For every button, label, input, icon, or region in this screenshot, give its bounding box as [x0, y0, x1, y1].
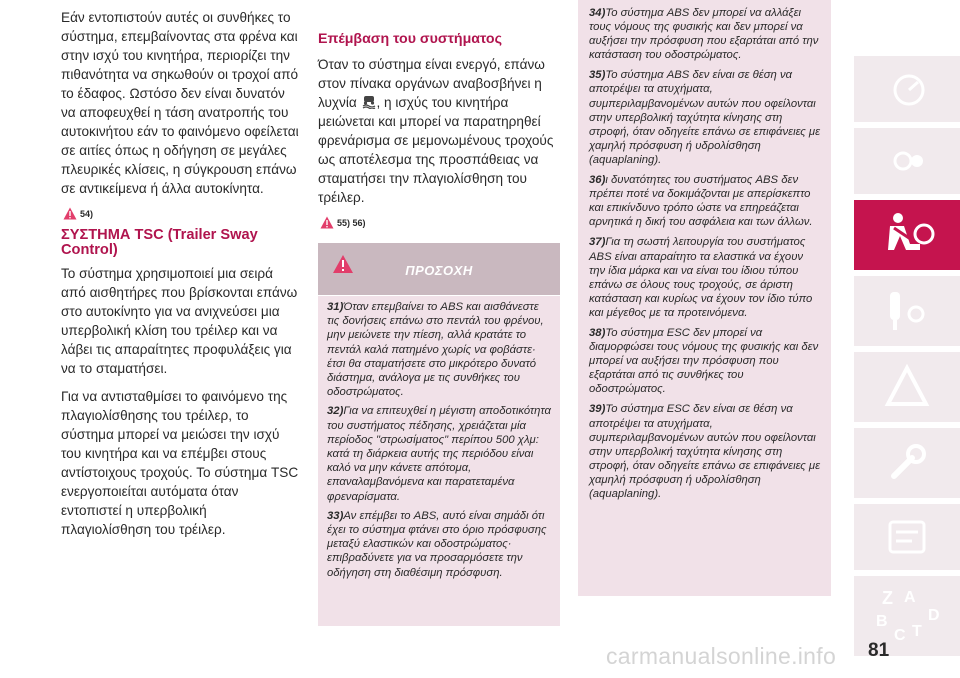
reference-55-56	[320, 216, 560, 229]
intervention-text-b: , η ισχύς του κινητήρα μειώνεται και μπορεί να παρατηρηθεί φρενάρισμα σε μεμονωμένους τροχούς ως αποτέλεσμα της προσπάθειας να σταματήσει την πλαγιολίσθηση του τρέιλερ.	[318, 95, 554, 205]
dashboard-icon	[890, 70, 928, 108]
note-37: 37)Για τη σωστή λειτουργία του συστήματος ABS είναι απαραίτητο τα ελαστικά να έχουν την ίδια μάρκα και να είναι του ίδιου τύπου επάνω σε όλους τους τροχούς, σε άριστη κατάσταση και κυρίως να έχουν τον ίδιο τύπο και μέγεθος με τα προτεινόμενα.	[589, 236, 813, 319]
caution-header	[318, 243, 560, 295]
chapter-tab-maintenance[interactable]	[854, 428, 960, 498]
index-letter-c: C	[894, 627, 906, 644]
caution-title: ΠΡΟΣΟΧΗ	[405, 263, 473, 278]
section-heading-tsc: ΣΥΣΤΗΜΑ TSC (Trailer Sway Control)	[61, 227, 258, 258]
chapter-tabs	[854, 56, 960, 644]
key-icon	[884, 288, 930, 334]
chapter-tab-starting[interactable]	[854, 276, 960, 346]
caution-body	[318, 296, 560, 626]
reference-label: 54)	[80, 208, 94, 219]
note-36: 36)ι δυνατότητες του συστήματος ABS δεν πρέπει ποτέ να δοκιμάζονται με απερίσκεπτο και επικίνδυνο τρόπο ώστε να επηρεάζεται αρνητικά η δική του ασφάλεια και των άλλων.	[589, 174, 813, 229]
note-32: 32)Για να επιτευχθεί η μέγιστη αποδοτικότητα του συστήματος πέδησης, χρειάζεται μία περίοδος "στρωσίματος" περίπου 500 χλμ: κατά τη διάρκεια αυτής της περιόδου είναι καλό να μην κάνετε απότομα, επαναλαμβανόμενα και παρατεταμένα φρεναρίσματα.	[327, 405, 551, 503]
index-letter-t: T	[912, 623, 922, 640]
note-34: 34)Το σύστημα ABS δεν μπορεί να αλλάξει τους νόμους της φυσικής και δεν μπορεί να αυξήσει την πρόσφυση που εξαρτάται από την κατάσταση του οδοστρώματος.	[589, 7, 819, 62]
chapter-tab-technical-data[interactable]	[854, 504, 960, 570]
technical-data-icon	[884, 514, 930, 560]
chapter-tab-dashboard[interactable]	[854, 56, 960, 122]
watermark: carmanualsonline.info	[606, 643, 837, 669]
chapter-tab-controls[interactable]	[854, 128, 960, 194]
controls-icon	[890, 142, 928, 180]
note-33: 33)Αν επέμβει το ABS, αυτό είναι σημάδι ότι έχει το σύστημα φτάνει στο όριο πρόσφυσης μεταξύ ελαστικών και οδοστρώματος· επιβραδύνετε για να προσαρμόσετε την οδήγηση στη διαθέσιμη πρόσφυση.	[327, 509, 547, 579]
section-heading-intervention: Επέμβαση του συστήματος	[318, 31, 502, 47]
index-letter-a: A	[904, 589, 916, 606]
chapter-tab-safety[interactable]	[854, 200, 960, 270]
intervention-text-a: Όταν το σύστημα είναι ενεργό, επάνω στον πίνακα οργάνων αναβοσβήνει η λυχνία	[318, 57, 545, 110]
note-38: 38)Το σύστημα ESC δεν μπορεί να διαμορφώσει τους νόμους της φυσικής και δεν μπορεί να αυξήσει την πρόσφυση που εξαρτάται από τις συνθήκες του οδοστρώματος.	[589, 326, 819, 396]
index-letter-z: Z	[882, 588, 893, 608]
page-number: 81	[868, 640, 890, 661]
esc-warning-lamp-icon	[361, 95, 377, 109]
warning-triangle-icon	[63, 207, 77, 220]
airbag-safety-icon	[880, 210, 936, 260]
reference-label: 55) 56)	[337, 217, 366, 228]
column-3-notes	[578, 0, 831, 596]
index-letter-b: B	[876, 613, 888, 630]
tsc-paragraph-1: Το σύστημα χρησιμοποιεί μια σειρά από αισθητήρες που βρίσκονται επάνω στο αυτοκίνητο για να ανιχνεύσει μια υπερβολική κλίση του τρέιλερ και να λάβει τις απαραίτητες προφυλάξεις για να το σταματήσει.	[61, 266, 298, 376]
note-39: 39)Το σύστημα ESC δεν είναι σε θέση να αποτρέψει τα ατυχήματα, συμπεριλαμβανομένων αυτών που οφείλονται στην υπερβολική ταχύτητα κίνησης στη στροφή, όταν οδηγείτε επάνω σε επιφάνειες με χαμηλή πρόσφυση ή υδρολίσθηση (aquaplaning).	[589, 403, 821, 500]
note-35: 35)Το σύστημα ABS δεν είναι σε θέση να αποτρέψει τα ατυχήματα, συμπεριλαμβανομένων αυτών που οφείλονται στην υπερβολική ταχύτητα κίνησης στη στροφή, όταν οδηγείτε επάνω σε επιφάνειες με χαμηλή πρόσφυση ή υδρολίσθηση (aquaplaning).	[589, 69, 821, 166]
emergency-triangle-icon	[884, 364, 930, 410]
warning-triangle-icon	[320, 216, 334, 229]
tsc-paragraph-2: Για να αντισταθμίσει το φαινόμενο της πλαγιολίσθησης του τρέιλερ, το σύστημα μπορεί να μειώσει την ισχύ του κινητήρα και να επέμβει στους αντίστοιχους τροχούς. Το σύστημα TSC ενεργοποιείται αυτόματα όταν εντοπιστεί η υπερβολική πλαγιολίσθηση του τρέιλερ.	[61, 389, 299, 537]
note-31: 31)Όταν επεμβαίνει το ABS και αισθάνεστε τις δονήσεις επάνω στο πεντάλ του φρένου, μην μειώνετε την πίεση, αλλά κρατάτε το πεντάλ καλά πατημένο χωρίς να φοβάστε· έτσι θα σταματήσετε στο μικρότερο δυνατό διάστημα, ανάλογα με τις συνθήκες του οδοστρώματος.	[327, 301, 544, 399]
column-1	[61, 8, 299, 548]
chapter-tab-emergency[interactable]	[854, 352, 960, 422]
index-letter-d: D	[928, 607, 940, 624]
intro-paragraph: Εάν εντοπιστούν αυτές οι συνθήκες το σύστημα, επεμβαίνοντας στα φρένα και στην ισχύ του κινητήρα, περιορίζει την πιθανότητα να σηκωθούν οι τροχοί από το έδαφος. Ωστόσο δεν είναι δυνατόν να αποφευχθεί η τάση ανατροπής του αυτοκινήτου εάν το φαινόμενο οφείλεται σε αιτίες όπως η οδήγηση σε μεγάλες πλευρικές κλίσεις, η σύγκρουση επάνω σε αντικείμενα ή άλλα αυτοκίνητα.	[61, 10, 299, 196]
column-2	[318, 32, 560, 237]
intervention-paragraph	[318, 55, 560, 207]
wrench-icon	[884, 440, 930, 486]
reference-54	[63, 207, 299, 220]
